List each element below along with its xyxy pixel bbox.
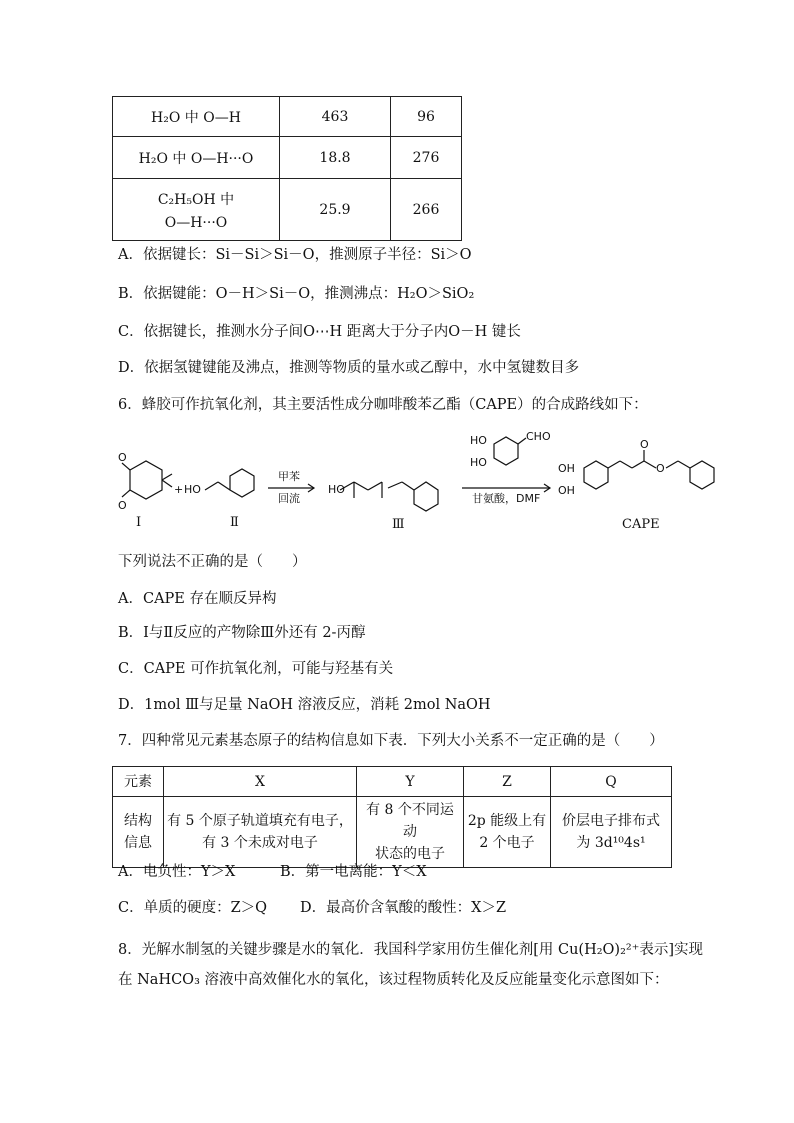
benzene-ring-reagent xyxy=(494,437,518,465)
label-ho: HO xyxy=(470,456,487,469)
label-compound-iii: Ⅲ xyxy=(392,517,405,532)
label-o: O xyxy=(118,451,127,464)
header-cell: 元素 xyxy=(113,767,164,797)
question-8-line-2: 在 NaHCO₃ 溶液中高效催化水的氧化，该过程物质转化及反应能量变化示意图如下： xyxy=(118,972,669,988)
label-ho: HO xyxy=(470,434,487,447)
header-cell: Y xyxy=(357,767,464,797)
cell-line: 2p 能级上有 xyxy=(467,813,547,829)
cell-line: C₂H₅OH 中 xyxy=(157,191,235,208)
question-8-line-1: 8．光解水制氢的关键步骤是水的氧化．我国科学家用仿生催化剂[用 Cu(H₂O)₂²⁺表示]实现 xyxy=(118,942,704,958)
option-b: B．第一电离能：Y＜X xyxy=(280,864,427,880)
compound-i-ring xyxy=(130,461,162,499)
cell-line: 结构 xyxy=(124,813,152,829)
cell-line: 价层电子排布式 xyxy=(562,813,660,829)
option-b: B．依据键能：O－H＞Si－O，推测沸点：H₂O＞SiO₂ xyxy=(118,286,475,302)
option-d: D．依据氢键键能及沸点，推测等物质的量水或乙醇中，水中氢键数目多 xyxy=(118,360,580,376)
cell: 266 xyxy=(391,179,462,241)
cell xyxy=(464,797,551,868)
option-c: C．单质的硬度：Z＞Q xyxy=(118,900,268,916)
cell-line: 信息 xyxy=(124,835,152,851)
label-cape: CAPE xyxy=(622,517,660,532)
cell xyxy=(357,797,464,868)
option-b: B．Ⅰ与Ⅱ反应的产物除Ⅲ外还有 2-丙醇 xyxy=(118,625,366,641)
label-compound-i: Ⅰ xyxy=(136,515,142,530)
label-ho: HO xyxy=(328,483,345,496)
header-cell: Z xyxy=(464,767,551,797)
cell: H₂O 中 O—H xyxy=(113,97,280,137)
cell: 96 xyxy=(391,97,462,137)
question-6-ask: 下列说法不正确的是（ ） xyxy=(118,554,307,570)
cell: 463 xyxy=(280,97,391,137)
cell-line: 为 3d¹⁰4s¹ xyxy=(576,835,646,851)
cell-line: O—H···O xyxy=(164,214,228,231)
cell-line: 有 8 个不同运动 xyxy=(366,802,454,840)
option-a: A．CAPE 存在顺反异构 xyxy=(118,591,277,607)
option-c: C．依据键长，推测水分子间O⋯H 距离大于分子内O－H 键长 xyxy=(118,324,521,340)
benzene-ring-iii xyxy=(414,482,438,511)
cell xyxy=(113,179,280,241)
header-cell: Q xyxy=(551,767,672,797)
reagent-glycine: 甘氨酸，DMF xyxy=(472,492,541,505)
reagent-reflux: 回流 xyxy=(278,492,300,505)
option-d: D．最高价含氧酸的酸性：X＞Z xyxy=(300,900,507,916)
option-a: A．依据键长：Si－Si＞Si－O，推测原子半径：Si＞O xyxy=(118,247,472,263)
benzene-ring-cape-2 xyxy=(690,461,714,489)
option-a: A．电负性：Y＞X xyxy=(118,864,236,880)
benzene-ring-cape xyxy=(584,461,608,489)
label-cho: CHO xyxy=(526,430,551,443)
cell: 25.9 xyxy=(280,179,391,241)
question-6-stem: 6．蜂胶可作抗氧化剂，其主要活性成分咖啡酸苯乙酯（CAPE）的合成路线如下： xyxy=(118,397,648,413)
cell-line: 状态的电子 xyxy=(375,846,445,862)
element-table xyxy=(112,766,672,868)
cell-line: 2 个电子 xyxy=(479,835,535,851)
label-o: O xyxy=(656,462,665,475)
label-compound-ii: Ⅱ xyxy=(230,515,239,530)
cell: H₂O 中 O—H···O xyxy=(113,137,280,179)
cell-line: 有 5 个原子轨道填充有电子， xyxy=(167,813,353,829)
cell: 18.8 xyxy=(280,137,391,179)
bond-table xyxy=(112,96,462,241)
cell xyxy=(113,797,164,868)
label-oh: OH xyxy=(558,462,575,475)
label-o: O xyxy=(640,438,649,451)
header-cell: X xyxy=(164,767,357,797)
question-7-stem: 7．四种常见元素基态原子的结构信息如下表．下列大小关系不一定正确的是（ ） xyxy=(118,733,664,749)
label-oh: OH xyxy=(558,484,575,497)
cell-line: 有 3 个未成对电子 xyxy=(202,835,318,851)
option-c: C．CAPE 可作抗氧化剂，可能与羟基有关 xyxy=(118,661,394,677)
label-o: O xyxy=(118,499,127,512)
option-d: D．1mol Ⅲ与足量 NaOH 溶液反应，消耗 2mol NaOH xyxy=(118,697,491,713)
label-ho: HO xyxy=(184,483,201,496)
cell xyxy=(164,797,357,868)
label-plus: + xyxy=(174,483,184,496)
cell: 276 xyxy=(391,137,462,179)
cell xyxy=(551,797,672,868)
benzene-ring-ii xyxy=(230,469,254,497)
synthesis-scheme xyxy=(110,430,730,540)
reagent-toluene: 甲苯 xyxy=(278,470,300,483)
